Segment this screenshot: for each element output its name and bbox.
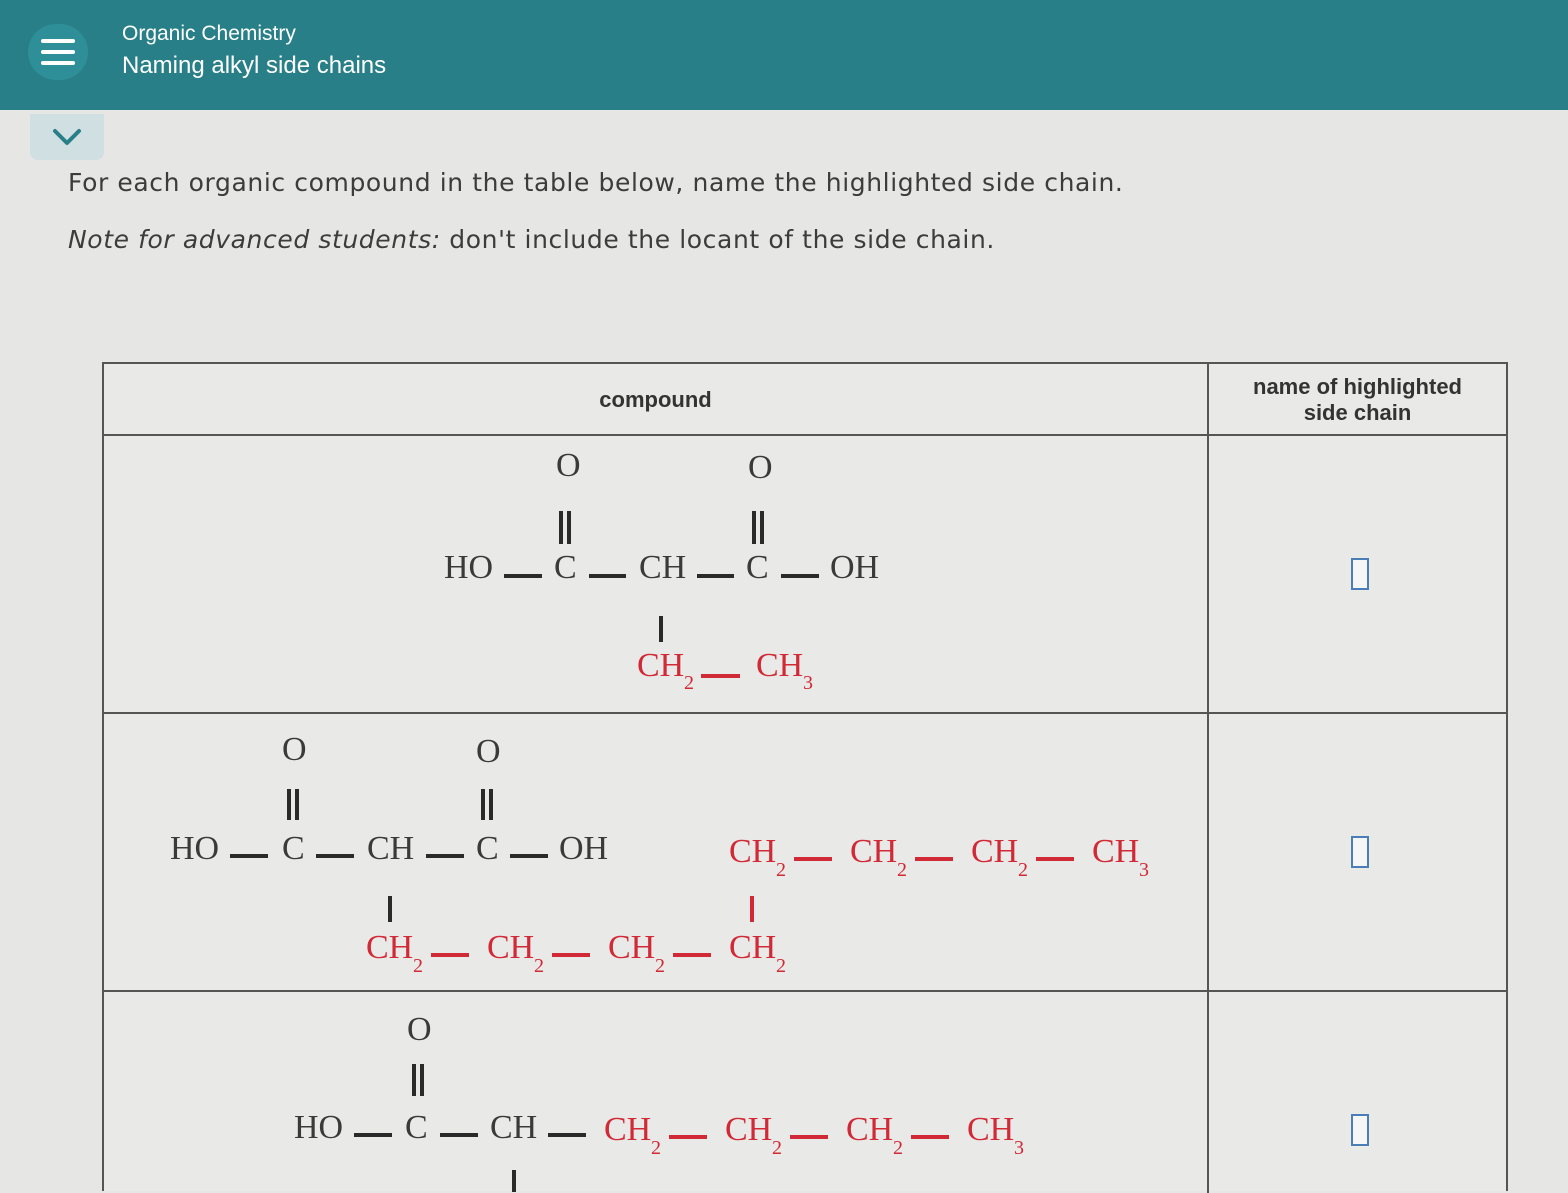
answer-cell (1209, 436, 1506, 712)
atom-o: O (556, 447, 581, 484)
note-text: don't include the locant of the side chain. (440, 225, 995, 254)
compound-structure-3 (104, 992, 1204, 1192)
subscript: 2 (684, 672, 694, 694)
advanced-note (68, 225, 995, 254)
side-chain-atom: CH (971, 833, 1019, 870)
answer-input[interactable] (1351, 558, 1369, 590)
atom-ch: CH (490, 1109, 538, 1146)
atom-ho: HO (170, 830, 220, 867)
side-chain-atom: CH (967, 1111, 1015, 1148)
side-chain-atom: CH (725, 1111, 773, 1148)
subscript: 2 (413, 955, 423, 977)
atom-o: O (282, 731, 307, 768)
answer-input[interactable] (1351, 1114, 1369, 1146)
atom-o: O (407, 1011, 432, 1048)
side-chain-atom: CH (729, 833, 777, 870)
side-chain-atom: CH (604, 1111, 652, 1148)
column-header-line-2: side chain (1303, 400, 1412, 425)
side-chain-atom: CH (487, 929, 535, 966)
subscript: 2 (776, 859, 786, 881)
atom-c: C (405, 1109, 428, 1146)
atom-ho: HO (294, 1109, 344, 1146)
subscript: 3 (1014, 1137, 1024, 1159)
side-chain-atom: CH (729, 929, 777, 966)
compound-cell (104, 992, 1209, 1193)
atom-oh: OH (559, 830, 609, 867)
atom-c: C (282, 830, 305, 867)
table-row (104, 436, 1506, 714)
side-chain-atom: CH (608, 929, 656, 966)
table-row (104, 714, 1506, 992)
answer-cell (1209, 714, 1506, 990)
subscript: 2 (893, 1137, 903, 1159)
compound-structure-1 (104, 436, 1204, 712)
subscript: 2 (655, 955, 665, 977)
top-bar (0, 0, 1568, 110)
atom-c: C (554, 549, 577, 586)
side-chain-atom: CH (846, 1111, 894, 1148)
side-chain-atom: CH (756, 647, 804, 684)
subscript: 2 (772, 1137, 782, 1159)
atom-ch: CH (367, 830, 415, 867)
atom-o: O (476, 733, 501, 770)
note-label: Note for advanced students: (68, 225, 441, 254)
subscript: 2 (651, 1137, 661, 1159)
subscript: 2 (897, 859, 907, 881)
course-title: Organic Chemistry (122, 22, 296, 45)
atom-o: O (748, 449, 773, 486)
side-chain-atom: CH (637, 647, 685, 684)
side-chain-atom: CH (1092, 833, 1140, 870)
subscript: 2 (534, 955, 544, 977)
hamburger-icon-line (41, 50, 75, 54)
subscript: 2 (1018, 859, 1028, 881)
column-header-line-1: name of highlighted (1253, 374, 1462, 399)
answer-cell (1209, 992, 1506, 1193)
collapse-toggle-button[interactable] (30, 114, 104, 160)
hamburger-icon (41, 39, 75, 43)
side-chain-atom: CH (366, 929, 414, 966)
atom-ch: CH (639, 549, 687, 586)
compound-cell (104, 436, 1209, 712)
atom-c: C (746, 549, 769, 586)
side-chain-atom: CH (850, 833, 898, 870)
table-row (104, 992, 1506, 1193)
column-header-compound: compound (104, 364, 1209, 436)
atom-oh: OH (830, 549, 880, 586)
answer-input[interactable] (1351, 836, 1369, 868)
column-header-side-chain-name (1209, 364, 1506, 436)
instruction-text: For each organic compound in the table below, name the highlighted side chain. (68, 168, 1124, 197)
compound-table (102, 362, 1508, 1191)
subscript: 3 (1139, 859, 1149, 881)
atom-c: C (476, 830, 499, 867)
hamburger-icon-line (41, 61, 75, 65)
compound-cell (104, 714, 1209, 990)
atom-ho: HO (444, 549, 494, 586)
menu-button[interactable] (28, 24, 88, 80)
subscript: 3 (803, 672, 813, 694)
subscript: 2 (776, 955, 786, 977)
topic-title: Naming alkyl side chains (122, 52, 387, 79)
chevron-down-icon (52, 126, 82, 148)
compound-structure-2 (104, 714, 1204, 990)
